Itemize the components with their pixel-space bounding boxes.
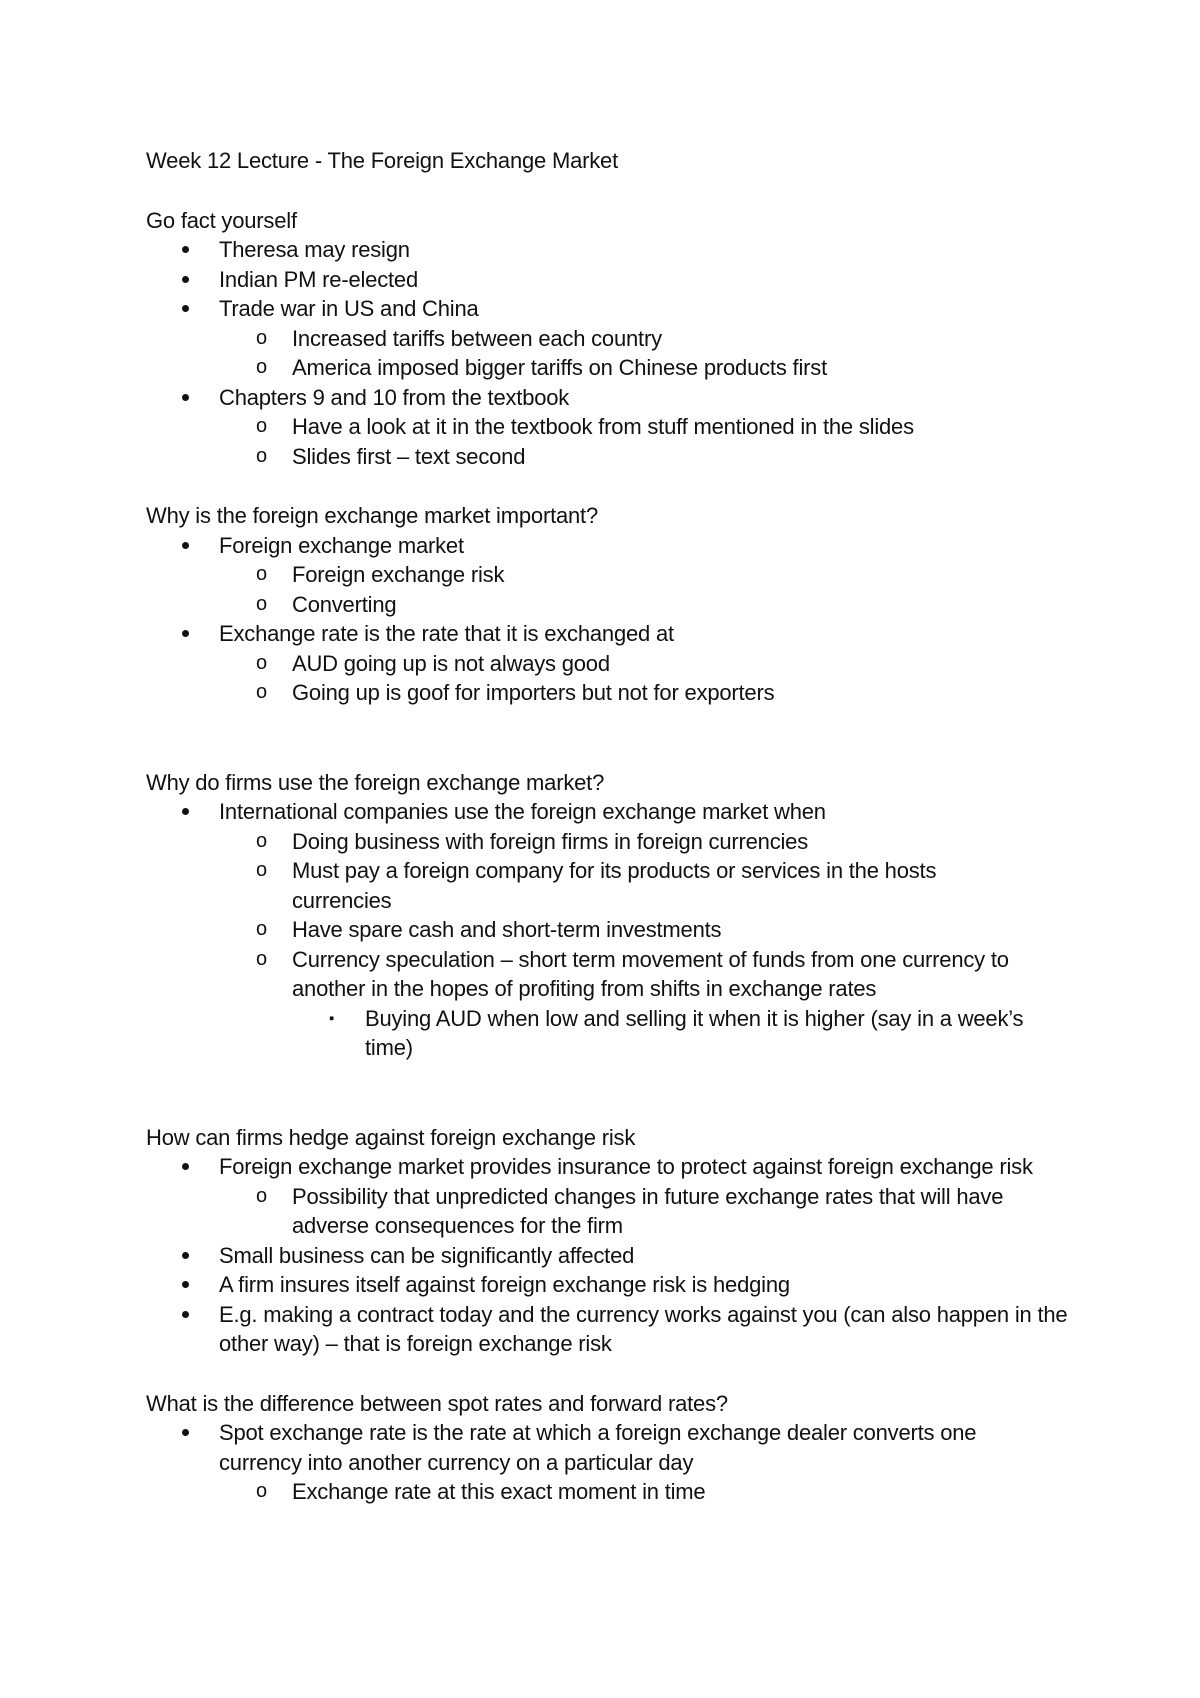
section-heading-why-firms-use-fx: Why do firms use the foreign exchange market? xyxy=(146,769,605,795)
bullet-circle-icon: o xyxy=(256,563,267,585)
bullet-circle-icon: o xyxy=(256,1184,267,1207)
sub-list-item: o Have a look at it in the textbook from stuff mentioned in the slides xyxy=(146,412,1100,442)
section-heading-hedge-fx-risk: How can firms hedge against foreign exchange risk xyxy=(146,1124,636,1150)
bullet-circle-icon: o xyxy=(256,1480,267,1502)
document-title: Week 12 Lecture - The Foreign Exchange Market xyxy=(146,148,618,173)
list-item: E.g. making a contract today and the currency works against you (can also happen in the other way) – that is foreign exchange risk xyxy=(146,1300,1100,1359)
list-item: Chapters 9 and 10 from the textbook xyxy=(146,383,1100,413)
bullet-circle-icon: o xyxy=(256,681,267,703)
sub-list-item: o Increased tariffs between each country xyxy=(146,324,1100,354)
bullet-circle-icon: o xyxy=(256,651,267,674)
list-item: A firm insures itself against foreign exchange risk is hedging xyxy=(146,1270,1100,1300)
bullet-circle-icon: o xyxy=(256,829,267,852)
bullet-circle-icon: o xyxy=(256,444,267,467)
bullet-dot-icon xyxy=(182,1300,189,1330)
section-heading-fx-market-important: Why is the foreign exchange market important? xyxy=(146,503,599,528)
list-item: International companies use the foreign exchange market when xyxy=(146,797,1100,827)
sub-list-item: o Have spare cash and short-term investments xyxy=(146,915,1100,945)
section-heading-spot-vs-forward: What is the difference between spot rates and forward rates? xyxy=(146,1390,728,1416)
bullet-dot-icon xyxy=(182,235,189,265)
sub-list-item: o Foreign exchange risk xyxy=(146,560,1100,590)
bullet-dot-icon xyxy=(182,1270,189,1300)
bullet-dot-icon xyxy=(182,1241,189,1271)
sub-list-item: o Converting xyxy=(146,590,1100,620)
bullet-circle-icon: o xyxy=(256,326,267,349)
section-heading-go-fact-yourself: Go fact yourself xyxy=(146,207,297,233)
bullet-dot-icon xyxy=(182,265,189,295)
list-item: Spot exchange rate is the rate at which a foreign exchange dealer converts one currency into another currency on a particular day xyxy=(146,1418,1100,1477)
list-item: Theresa may resign xyxy=(146,235,1100,265)
list-item: Foreign exchange market xyxy=(146,531,1100,561)
bullet-square-icon: ▪ xyxy=(329,1009,335,1027)
sub-list-item: o Currency speculation – short term movement of funds from one currency to another in the hopes of profiting from shifts in exchange rates xyxy=(256,946,1009,1001)
sub-list-item: o Going up is goof for importers but not for exporters xyxy=(146,678,1100,708)
bullet-circle-icon: o xyxy=(256,356,267,378)
sub-list-item: o Slides first – text second xyxy=(146,442,1100,472)
sub-list-item: o AUD going up is not always good xyxy=(146,649,1100,679)
sub-list-item: o Exchange rate at this exact moment in time xyxy=(146,1477,1100,1507)
bullet-circle-icon: o xyxy=(256,918,267,940)
bullet-dot-icon xyxy=(182,294,189,324)
bullet-circle-icon: o xyxy=(256,947,267,970)
bullet-dot-icon xyxy=(182,531,189,561)
sub-list-item: o Possibility that unpredicted changes in future exchange rates that will have adverse consequences for the firm xyxy=(256,1183,1004,1238)
bullet-dot-icon xyxy=(182,383,189,413)
bullet-circle-icon: o xyxy=(256,415,267,437)
bullet-dot-icon xyxy=(182,1418,189,1448)
bullet-dot-icon xyxy=(182,619,189,649)
sub-list-item: o Must pay a foreign company for its products or services in the hosts currencies xyxy=(256,858,937,913)
bullet-dot-icon xyxy=(182,797,189,827)
list-item: Small business can be significantly affected xyxy=(146,1241,1100,1271)
sub-list-item: o Doing business with foreign firms in foreign currencies xyxy=(146,827,1100,857)
list-item: Trade war in US and China xyxy=(146,294,1100,324)
sub-list-item: o America imposed bigger tariffs on Chinese products first xyxy=(146,353,1100,383)
list-item: Indian PM re-elected xyxy=(146,265,1100,295)
list-item: Exchange rate is the rate that it is exchanged at xyxy=(146,619,1100,649)
bullet-dot-icon xyxy=(182,1152,189,1182)
sub-sub-list-item: ▪ Buying AUD when low and selling it when it is higher (say in a week’s time) xyxy=(329,1005,1024,1060)
list-item: Foreign exchange market provides insurance to protect against foreign exchange risk xyxy=(146,1152,1100,1182)
bullet-circle-icon: o xyxy=(256,859,267,881)
bullet-circle-icon: o xyxy=(256,592,267,615)
